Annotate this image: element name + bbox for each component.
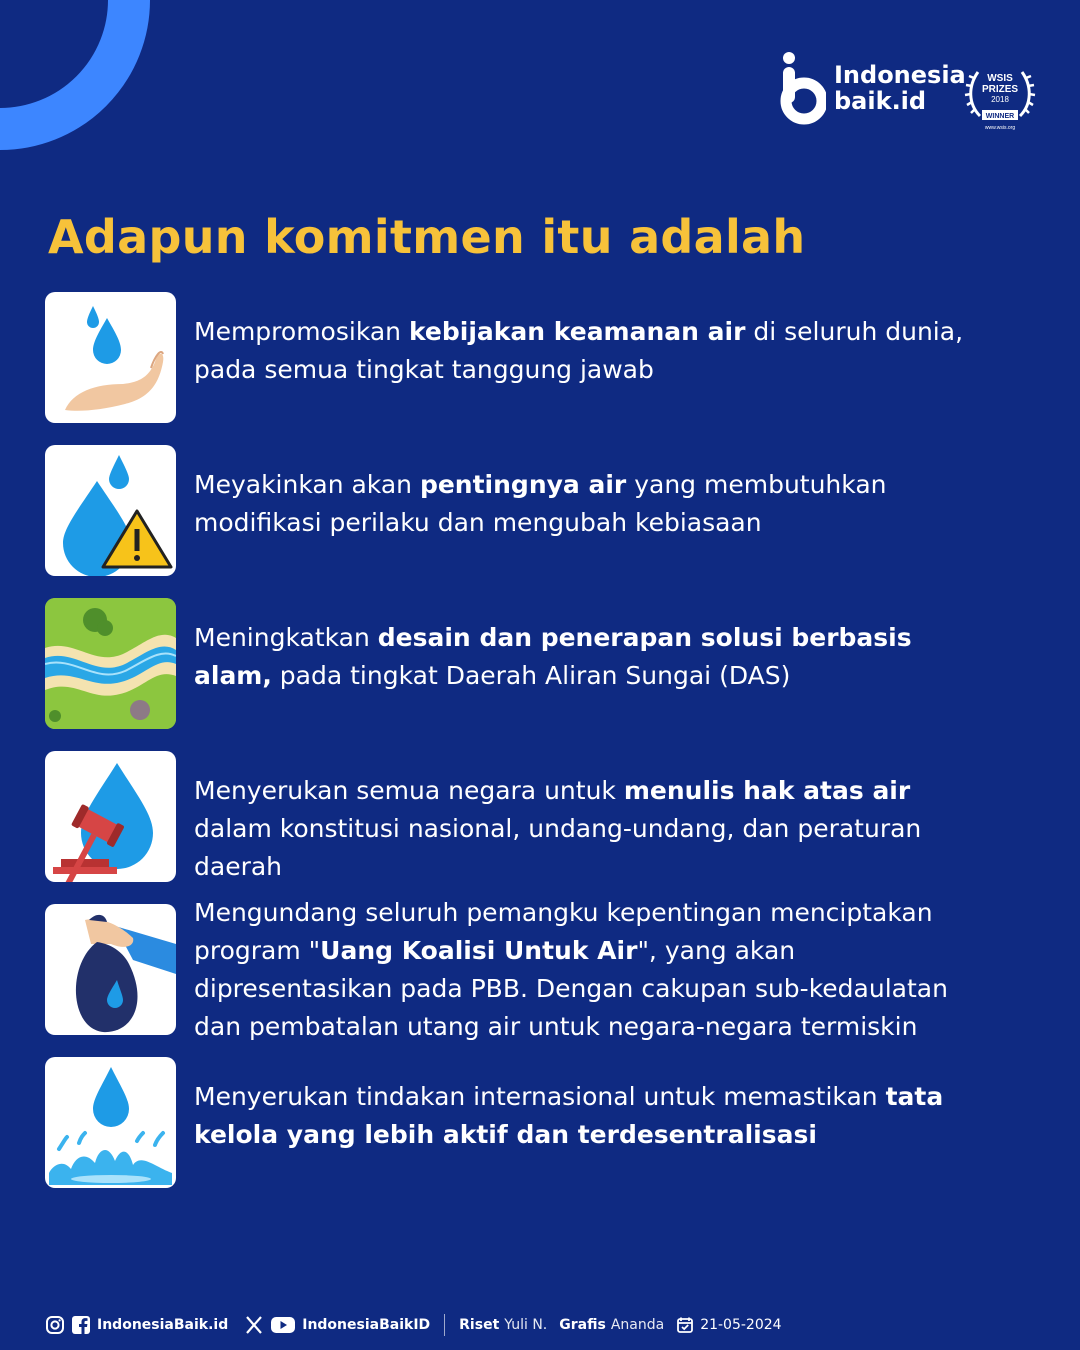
grafis-value: Ananda bbox=[610, 1317, 665, 1333]
grafis-label: Grafis bbox=[559, 1317, 606, 1333]
item-text: Mengundang seluruh pemangku kepentingan menciptakan program "Uang Koalisi Untuk Air", yang akan dipresentasikan pada PBB. Dengan cakupan sub-kedaulatan dan pembatalan utang air untuk negara-negara termiskin bbox=[194, 898, 948, 1041]
riset-label: Riset bbox=[459, 1317, 500, 1333]
item-text: Mempromosikan kebijakan keamanan air di seluruh dunia, pada semua tingkat tanggung jawab bbox=[194, 317, 964, 384]
item-text: Menyerukan semua negara untuk menulis hak atas air dalam konstitusi nasional, undang-undang, dan peraturan daerah bbox=[194, 776, 922, 881]
item-text: Meningkatkan desain dan penerapan solusi berbasis alam, pada tingkat Daerah Aliran Sungai (DAS) bbox=[194, 623, 912, 690]
footer-handle-1[interactable]: IndonesiaBaik.id bbox=[97, 1317, 229, 1333]
facebook-icon[interactable] bbox=[71, 1315, 91, 1335]
footer-divider bbox=[444, 1314, 445, 1336]
logo-name-line1: Indonesia bbox=[834, 61, 966, 89]
river-landscape-icon bbox=[45, 598, 176, 729]
logo-b-icon bbox=[780, 50, 826, 126]
hand-money-bag-icon bbox=[45, 904, 176, 1035]
page-title: Adapun komitmen itu adalah bbox=[48, 210, 806, 264]
water-drop-gavel-icon bbox=[45, 751, 176, 882]
award-line3: WINNER bbox=[985, 113, 1015, 120]
youtube-icon[interactable] bbox=[270, 1315, 296, 1335]
corner-arc-decoration bbox=[0, 0, 150, 150]
item-text: Meyakinkan akan pentingnya air yang membutuhkan modifikasi perilaku dan mengubah kebiasaan bbox=[194, 470, 887, 537]
hand-water-drop-icon bbox=[45, 292, 176, 423]
footer-handle-2[interactable]: IndonesiaBaikID bbox=[302, 1317, 431, 1333]
indonesiabaik-logo bbox=[780, 50, 966, 126]
item-text: Menyerukan tindakan internasional untuk memastikan tata kelola yang lebih aktif dan terdesentralisasi bbox=[194, 1082, 944, 1149]
award-line1: WSIS bbox=[987, 73, 1013, 84]
footer bbox=[45, 1312, 782, 1338]
award-line2: PRIZES bbox=[981, 84, 1019, 95]
water-drop-splash-icon bbox=[45, 1057, 176, 1188]
riset-value: Yuli N. bbox=[504, 1317, 548, 1333]
logo-name-line2: baik.id bbox=[834, 87, 927, 115]
award-year: 2018 bbox=[991, 95, 1009, 104]
calendar-icon bbox=[676, 1316, 694, 1334]
water-drop-warning-icon bbox=[45, 445, 176, 576]
wsis-award-badge bbox=[964, 64, 1036, 132]
footer-date: 21-05-2024 bbox=[700, 1317, 782, 1333]
x-twitter-icon[interactable] bbox=[244, 1315, 264, 1335]
instagram-icon[interactable] bbox=[45, 1315, 65, 1335]
award-site: www.wsis.org bbox=[984, 125, 1016, 131]
